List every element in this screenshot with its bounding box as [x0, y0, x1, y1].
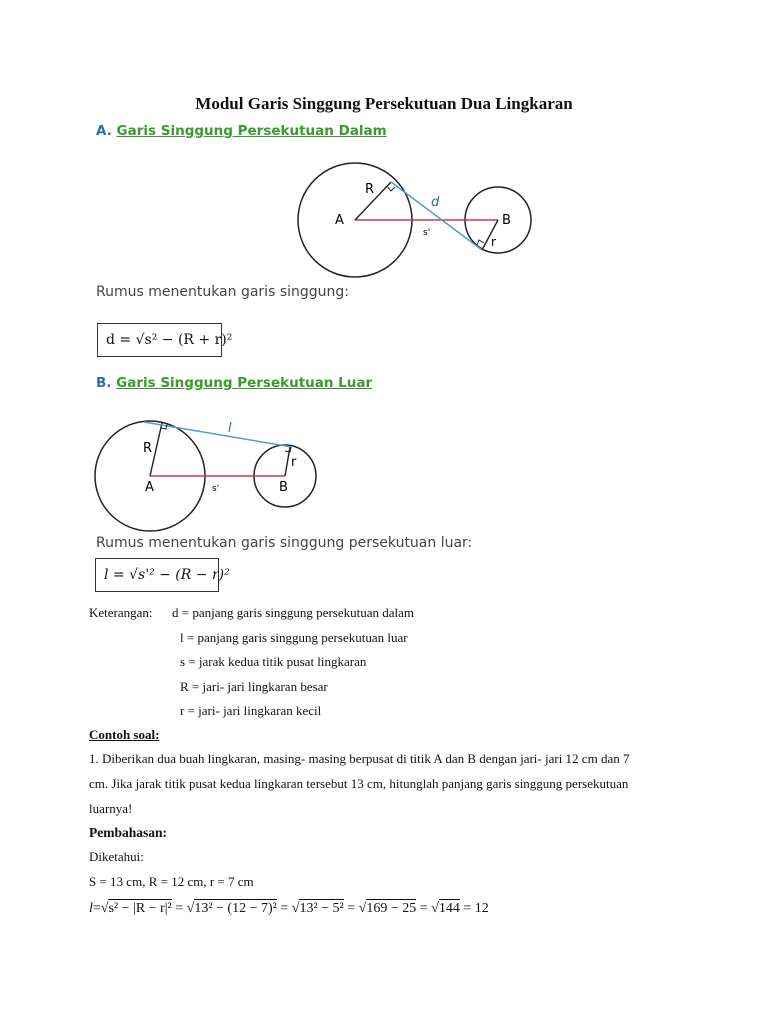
page-title: Modul Garis Singgung Persekutuan Dua Lingkaran	[195, 94, 573, 113]
keterangan-label: Keterangan:	[89, 605, 153, 620]
solution-step-2: 13² − (12 − 7)²	[194, 901, 277, 916]
problem-line-2: cm. Jika jarak titik pusat kedua lingkaran tersebut 13 cm, hitunglah panjang garis singgung persekutuan	[89, 776, 629, 791]
section-b-heading	[96, 375, 372, 391]
right-angle-a2	[477, 240, 484, 245]
section-a-caption: Rumus menentukan garis singgung:	[96, 284, 349, 300]
section-a-letter: A.	[96, 123, 112, 139]
label-r-small: r	[291, 455, 297, 470]
label-a: A	[145, 480, 154, 495]
diagram-external-tangent	[94, 414, 336, 538]
solution-lhs: l	[89, 901, 93, 916]
section-a-heading	[96, 123, 387, 139]
solution-result: 12	[474, 901, 489, 916]
label-s: s'	[423, 228, 431, 238]
right-angle-a1	[387, 186, 395, 191]
keterangan-item-big-r: R = jari- jari lingkaran besar	[180, 679, 328, 694]
diagram-internal-tangent	[295, 160, 540, 282]
pembahasan-heading: Pembahasan:	[89, 825, 168, 840]
formula-b: l = √s'² − (R − r)²	[104, 567, 230, 583]
formula-box-b	[95, 558, 230, 592]
formula-a: d = √s² − (R + r)²	[106, 332, 233, 348]
tangent-line-d	[391, 182, 482, 250]
label-r-big: R	[143, 441, 153, 456]
solution-step-1: s² − |R − r|²	[108, 901, 172, 916]
section-b-name: Garis Singgung Persekutuan Luar	[116, 375, 373, 391]
label-r-small: r	[491, 235, 496, 249]
keterangan-item-small-r: r = jari- jari lingkaran kecil	[180, 703, 322, 718]
diketahui-label: Diketahui:	[89, 849, 144, 864]
label-s: s'	[212, 484, 220, 494]
formula-box-a	[97, 323, 233, 357]
section-b-caption: Rumus menentukan garis singgung persekutuan luar:	[96, 535, 473, 551]
solution-step-3: 13² − 5²	[299, 901, 344, 916]
label-a: A	[335, 213, 344, 228]
keterangan-item-d: d = panjang garis singgung persekutuan dalam	[172, 605, 414, 620]
label-d: d	[431, 195, 440, 210]
problem-line-1: 1. Diberikan dua buah lingkaran, masing- masing berpusat di titik A dan B dengan jari- jari 12 cm dan 7	[89, 751, 630, 766]
problem-line-3: luarnya!	[89, 801, 133, 816]
solution-equation: l =√ s² − |R − r|² = √ 13² − (12 − 7)² = √ 13² − 5² = √ 169 − 25 = √ 144 = 12	[89, 901, 489, 916]
section-a-name: Garis Singgung Persekutuan Dalam	[116, 123, 387, 139]
label-b: B	[502, 213, 511, 228]
section-b-letter: B.	[96, 375, 112, 391]
keterangan-item-l: l = panjang garis singgung persekutuan luar	[180, 630, 408, 645]
label-r-big: R	[365, 182, 375, 197]
solution-step-5: 144	[438, 901, 460, 916]
solution-step-4: 169 − 25	[366, 901, 417, 916]
given-values: S = 13 cm, R = 12 cm, r = 7 cm	[89, 874, 254, 889]
contoh-heading: Contoh soal:	[89, 727, 160, 742]
label-b: B	[279, 480, 288, 495]
label-l: l	[228, 421, 232, 436]
keterangan-item-s: s = jarak kedua titik pusat lingkaran	[180, 654, 367, 669]
